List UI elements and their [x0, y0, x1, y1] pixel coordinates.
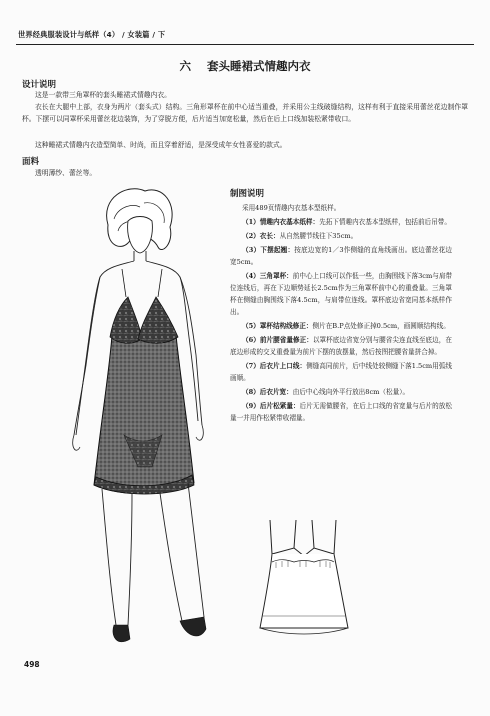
step-label: （6）前片腰省量修正：: [242, 336, 313, 344]
fabric-text: 透明薄纱、蕾丝等。: [35, 169, 97, 177]
drafting-instructions: [230, 202, 452, 426]
step-label: （8）后衣片宽：: [242, 388, 293, 396]
design-paragraph-3: 这种睡裙式情趣内衣造型简单、时尚，而且穿着舒适，是深受成年女性喜爱的款式。: [35, 141, 287, 149]
flat-sketch: [250, 516, 360, 646]
fashion-illustration: [40, 185, 230, 655]
step-text: 后片无需做腰省，在后上口线的省宽量与后片的放松量一并用作松紧带收褶量。: [230, 402, 453, 422]
header-rule: [16, 44, 474, 45]
cup-right: [138, 297, 178, 343]
section-title: 套头睡裙式情趣内衣: [207, 59, 311, 73]
step-label: （1）情趣内衣基本纸样：: [242, 218, 320, 226]
drafting-step: [230, 400, 452, 424]
step-text: 先拓下情趣内衣基本型纸样，包括前后吊带。: [319, 218, 451, 226]
step-text: 从自然腰节线往下35cm。: [279, 232, 358, 240]
page-title: [0, 58, 490, 74]
step-text: 侧缝高同前片，后中线处较侧缝下落1.5cm用弧线画顺。: [230, 362, 452, 382]
cup-left: [110, 297, 142, 343]
drafting-heading: 制图说明: [230, 189, 265, 199]
design-heading: 设计说明: [22, 80, 57, 90]
drafting-step: [230, 360, 452, 384]
step-text: 以罩杯底边省宽分别与腰省尖连直线至底边，在底边形成的交叉重叠量为前片下摆的放摆量，然后按图把腰省量拼合掉。: [230, 336, 453, 356]
face: [128, 217, 153, 254]
drafting-step: [230, 386, 452, 398]
step-label: （5）罩杯结构线修正：: [242, 322, 313, 330]
drafting-step: [230, 244, 452, 268]
drafting-step: [230, 320, 452, 332]
section-number: 六: [179, 59, 191, 73]
leg-right: [160, 483, 204, 621]
drafting-step: [230, 230, 452, 242]
step-text: 由后中心线向外平行放出8cm（松量）。: [292, 388, 410, 396]
design-paragraph-2: 衣长在大腿中上部，衣身为两片（套头式）结构。三角形罩杯在前中心适当重叠，并采用公主线破缝结构，这样有利于直接采用蕾丝花边制作罩杯。下摆可以同罩杯采用蕾丝花边装饰，为了穿脱方便，后片适当加宽松量，然后在后上口线加装松紧带收口。: [22, 103, 468, 124]
step-label: （7）后衣片上口线：: [242, 362, 307, 370]
page-number: 498: [24, 660, 40, 669]
drafting-step: [230, 216, 452, 228]
step-text: 侧片在B.P点处修正掉0.5cm，画圆顺结构线。: [312, 322, 450, 330]
step-label: （2）衣长：: [242, 232, 280, 240]
shoe-right: [180, 617, 206, 636]
leg-left: [102, 489, 132, 625]
running-header: 世界经典服装设计与纸样（4） / 女装篇 / 下: [18, 30, 166, 39]
drafting-step: [230, 270, 452, 318]
step-text: 按底边宽的1／3作侧缝的直角线画出。底边蕾丝花边宽5cm。: [230, 246, 453, 266]
drafting-step: [230, 334, 452, 358]
drafting-intro: 采用489页情趣内衣基本型纸样。: [242, 204, 341, 212]
step-label: （9）后片松紧量：: [242, 402, 300, 410]
strap: [122, 269, 162, 297]
step-text: 前中心上口线可以作低一些，由胸围线下落3cm与肩带位连线后，再在下边顺势延长2.5cm作为三角罩杯前中心的重叠量。三角罩杯在侧缝由胸围线下落4.5cm，与肩带位连线。罩杯底边省宽同基本纸样作出。: [230, 272, 453, 316]
step-label: （4）三角罩杯：: [242, 272, 293, 280]
fabric-heading: 面料: [22, 157, 40, 167]
shoe-left: [113, 625, 130, 642]
arm-left: [74, 277, 100, 435]
step-label: （3）下摆起翘：: [242, 246, 295, 254]
design-paragraph-1: 这是一款带三角罩杯的套头睡裙式情趣内衣。: [35, 91, 171, 99]
chemise: [94, 335, 194, 494]
